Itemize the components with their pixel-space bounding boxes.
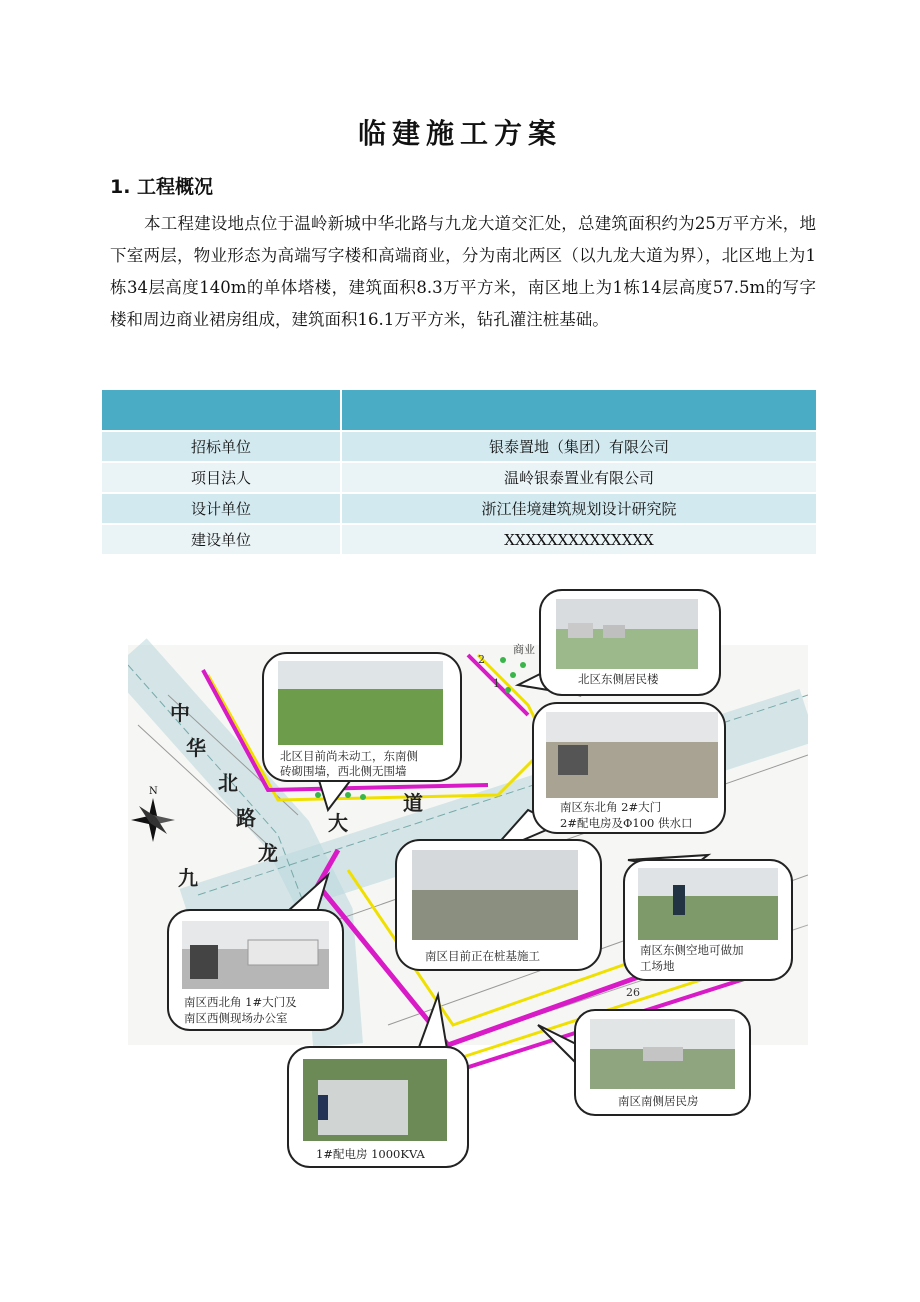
- callout-caption: 南区西北角 1#大门及: [184, 995, 297, 1009]
- section-heading: 1. 工程概况: [110, 176, 214, 198]
- map-marker: 26: [626, 986, 640, 999]
- map-marker: 1: [493, 677, 500, 690]
- map-marker: 2: [478, 653, 485, 666]
- callout-caption: 2#配电房及Φ100 供水口: [560, 816, 693, 830]
- row-label: 设计单位: [102, 493, 341, 524]
- table-row: [102, 524, 817, 555]
- road-label: 大: [328, 811, 348, 835]
- road-label: 华: [186, 736, 206, 760]
- site-plan-figure: [128, 585, 808, 1175]
- road-label: 北: [218, 771, 238, 795]
- callout-caption: 北区东侧居民楼: [578, 672, 659, 686]
- callout-caption: 北区目前尚未动工，东南侧: [280, 749, 418, 763]
- table-row: [102, 462, 817, 493]
- callout-caption: 南区目前正在桩基施工: [425, 949, 540, 963]
- callout-south-east-yard: [624, 855, 792, 980]
- road-label: 道: [403, 791, 423, 815]
- row-label: 建设单位: [102, 524, 341, 555]
- table-header-cell: [341, 390, 817, 431]
- map-marker: 商业: [513, 643, 535, 656]
- table-row: [102, 493, 817, 524]
- row-value: XXXXXXXXXXXXXX: [341, 524, 817, 555]
- row-label: 招标单位: [102, 431, 341, 462]
- callout-north-east-homes: [518, 590, 720, 695]
- row-value: 银泰置地（集团）有限公司: [341, 431, 817, 462]
- project-info-table: [102, 390, 818, 556]
- road-label: 龙: [258, 841, 278, 865]
- table-header-cell: [102, 390, 341, 431]
- callout-caption: 砖砌围墙，西北侧无围墙: [280, 764, 407, 778]
- callout-caption: 南区东侧空地可做加: [640, 943, 744, 957]
- overview-paragraph: 本工程建设地点位于温岭新城中华北路与九龙大道交汇处，总建筑面积约为25万平方米，地下室两层，物业形态为高端写字楼和高端商业，分为南北两区（以九龙大道为界），北区地上为1栋34层高度140m的单体塔楼，建筑面积8.3万平方米，南区地上为1栋14层高度57.5m的写字楼和周边商业裙房组成，建筑面积16.1万平方米，钻孔灌注桩基础。: [110, 214, 816, 329]
- callout-caption: 1#配电房 1000KVA: [316, 1147, 425, 1161]
- document-title: 临建施工方案: [357, 117, 562, 150]
- road-label: 中: [170, 701, 190, 725]
- callout-caption: 南区东北角 2#大门: [560, 800, 662, 814]
- road-label: 九: [178, 866, 198, 890]
- callout-caption: 工场地: [640, 959, 675, 973]
- row-label: 项目法人: [102, 462, 341, 493]
- callout-caption: 南区西侧现场办公室: [184, 1011, 288, 1025]
- table-row: [102, 431, 817, 462]
- table-header-row: [102, 390, 817, 431]
- row-value: 温岭银泰置业有限公司: [341, 462, 817, 493]
- callout-south-pile: [396, 840, 601, 970]
- road-label: 路: [236, 806, 256, 830]
- callout-caption: 南区南侧居民房: [618, 1094, 699, 1108]
- north-label: N: [149, 786, 158, 797]
- row-value: 浙江佳境建筑规划设计研究院: [341, 493, 817, 524]
